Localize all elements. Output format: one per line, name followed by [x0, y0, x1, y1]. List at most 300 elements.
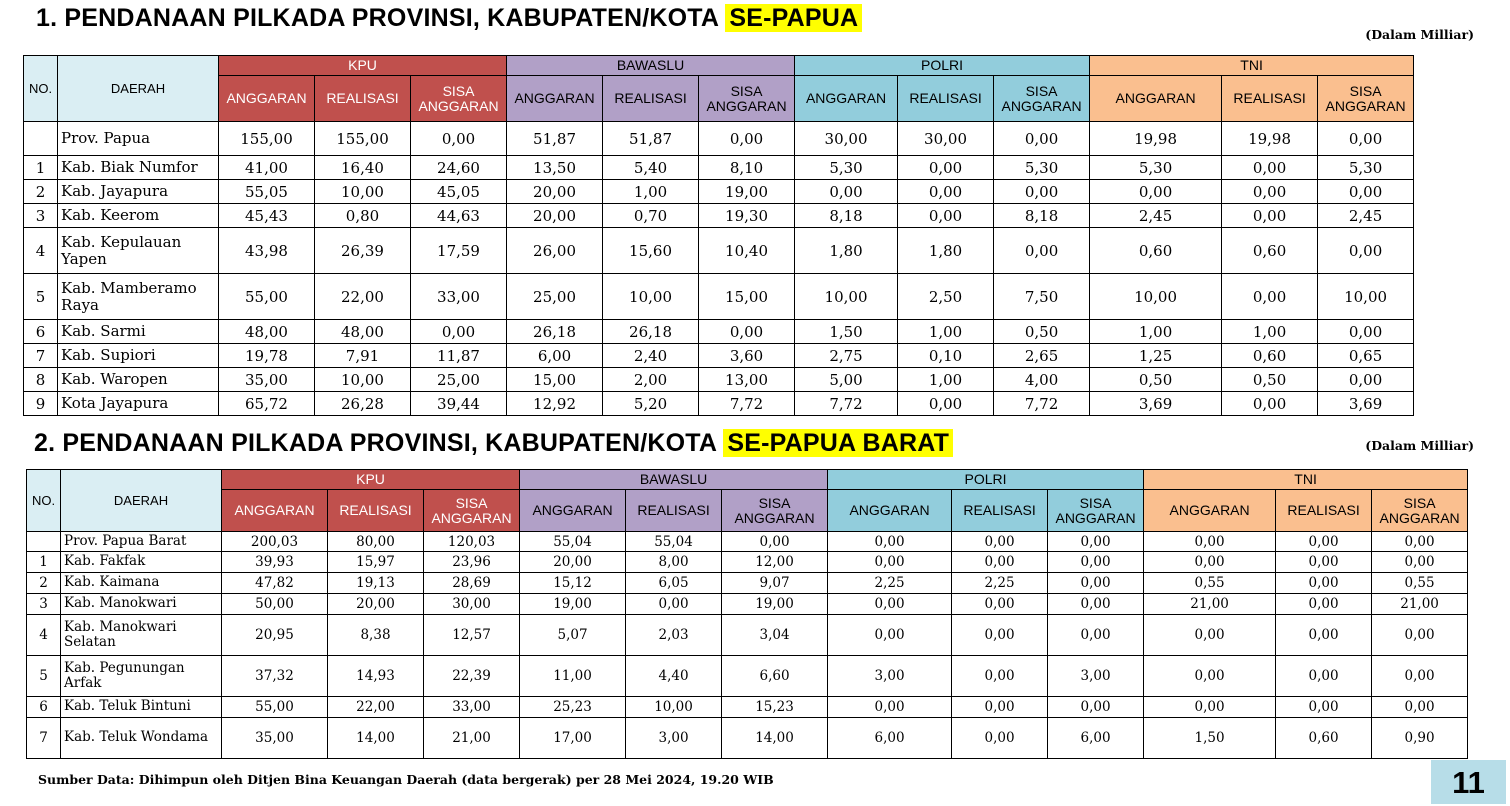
value-cell: 11,00 [520, 656, 626, 697]
value-cell: 19,00 [520, 594, 626, 615]
value-cell: 2,45 [1318, 204, 1414, 228]
value-cell: 2,25 [828, 573, 952, 594]
value-cell: 30,00 [795, 122, 898, 156]
value-cell: 0,00 [1090, 180, 1222, 204]
value-cell: 2,40 [603, 344, 699, 368]
region-name: Kab. Fakfak [61, 552, 222, 573]
row-number: 8 [24, 368, 58, 392]
value-cell: 0,00 [1048, 573, 1144, 594]
value-cell: 0,00 [952, 697, 1048, 718]
value-cell: 0,00 [994, 180, 1090, 204]
value-cell: 55,04 [626, 532, 722, 552]
value-cell: 0,00 [411, 122, 507, 156]
header-daerah: DAERAH [58, 56, 219, 122]
value-cell: 19,98 [1090, 122, 1222, 156]
value-cell: 6,00 [1048, 718, 1144, 759]
value-cell: 22,00 [315, 274, 411, 320]
value-cell: 21,00 [424, 718, 520, 759]
header-sub-polri-realisasi: REALISASI [898, 76, 994, 122]
region-name: Kab. Teluk Wondama [61, 718, 222, 759]
value-cell: 7,72 [994, 392, 1090, 416]
value-cell: 55,05 [219, 180, 315, 204]
row-number: 1 [27, 552, 61, 573]
value-cell: 0,65 [1318, 344, 1414, 368]
value-cell: 0,00 [898, 392, 994, 416]
value-cell: 0,00 [722, 532, 828, 552]
value-cell: 1,50 [1144, 718, 1276, 759]
value-cell: 2,03 [626, 615, 722, 656]
value-cell: 55,00 [219, 274, 315, 320]
header-sub-bawaslu-realisasi: REALISASI [626, 490, 722, 532]
value-cell: 0,00 [994, 122, 1090, 156]
value-cell: 20,95 [222, 615, 328, 656]
header-group-kpu: KPU [219, 56, 507, 76]
title-highlight: SE-PAPUA [725, 4, 862, 32]
header-sub-tni-anggaran: ANGGARAN [1144, 490, 1276, 532]
value-cell: 48,00 [315, 320, 411, 344]
section-title-papua-barat [34, 429, 953, 458]
value-cell: 10,00 [795, 274, 898, 320]
funding-table-papua-barat [26, 469, 1510, 759]
value-cell: 0,00 [1048, 532, 1144, 552]
value-cell: 0,00 [898, 156, 994, 180]
value-cell: 24,60 [411, 156, 507, 180]
header-sub-kpu-sisa-anggaran: SISA ANGGARAN [411, 76, 507, 122]
value-cell: 10,00 [315, 180, 411, 204]
value-cell: 0,55 [1144, 573, 1276, 594]
value-cell: 5,30 [1318, 156, 1414, 180]
table-row [27, 718, 1510, 759]
header-sub-polri-realisasi: REALISASI [952, 490, 1048, 532]
table-row [27, 656, 1510, 697]
value-cell: 8,10 [699, 156, 795, 180]
value-cell: 44,63 [411, 204, 507, 228]
value-cell: 0,00 [1048, 594, 1144, 615]
row-number: 4 [27, 615, 61, 656]
value-cell: 13,00 [699, 368, 795, 392]
value-cell: 10,40 [699, 228, 795, 274]
value-cell: 120,03 [424, 532, 520, 552]
region-name: Kab. Kepulauan Yapen [58, 228, 219, 274]
table-row [24, 368, 1510, 392]
value-cell: 35,00 [222, 718, 328, 759]
value-cell: 0,00 [828, 615, 952, 656]
value-cell: 35,00 [219, 368, 315, 392]
region-name: Kab. Manokwari [61, 594, 222, 615]
table-row [27, 552, 1510, 573]
value-cell: 1,00 [898, 368, 994, 392]
header-no: NO. [24, 56, 58, 122]
value-cell: 0,00 [1048, 615, 1144, 656]
section-title-papua [36, 4, 862, 33]
value-cell: 1,00 [603, 180, 699, 204]
header-sub-tni-realisasi: REALISASI [1222, 76, 1318, 122]
region-name: Kab. Manokwari Selatan [61, 615, 222, 656]
value-cell: 41,00 [219, 156, 315, 180]
value-cell: 0,00 [1372, 656, 1468, 697]
value-cell: 10,00 [1090, 274, 1222, 320]
value-cell: 5,30 [1090, 156, 1222, 180]
table-row [24, 156, 1510, 180]
value-cell: 0,00 [1318, 180, 1414, 204]
value-cell: 0,00 [898, 204, 994, 228]
value-cell: 8,38 [328, 615, 424, 656]
value-cell: 0,00 [952, 594, 1048, 615]
value-cell: 5,40 [603, 156, 699, 180]
header-sub-polri-sisa-anggaran: SISA ANGGARAN [994, 76, 1090, 122]
value-cell: 0,00 [1318, 122, 1414, 156]
value-cell: 47,82 [222, 573, 328, 594]
row-number: 5 [27, 656, 61, 697]
value-cell: 0,60 [1090, 228, 1222, 274]
header-sub-kpu-realisasi: REALISASI [315, 76, 411, 122]
value-cell: 51,87 [507, 122, 603, 156]
value-cell: 0,00 [1276, 532, 1372, 552]
value-cell: 0,00 [1144, 615, 1276, 656]
value-cell: 80,00 [328, 532, 424, 552]
region-name: Kab. Jayapura [58, 180, 219, 204]
region-name: Kab. Keerom [58, 204, 219, 228]
value-cell: 4,00 [994, 368, 1090, 392]
row-number: 6 [27, 697, 61, 718]
value-cell: 3,00 [828, 656, 952, 697]
value-cell: 30,00 [424, 594, 520, 615]
header-sub-bawaslu-sisa-anggaran: SISA ANGGARAN [699, 76, 795, 122]
value-cell: 0,00 [795, 180, 898, 204]
row-number: 3 [24, 204, 58, 228]
table-row [24, 122, 1510, 156]
value-cell: 3,00 [1048, 656, 1144, 697]
value-cell: 13,50 [507, 156, 603, 180]
value-cell: 33,00 [424, 697, 520, 718]
value-cell: 25,23 [520, 697, 626, 718]
header-daerah: DAERAH [61, 470, 222, 532]
value-cell: 0,55 [1372, 573, 1468, 594]
value-cell: 0,00 [1144, 656, 1276, 697]
value-cell: 19,00 [699, 180, 795, 204]
value-cell: 0,00 [1222, 180, 1318, 204]
value-cell: 2,65 [994, 344, 1090, 368]
value-cell: 39,44 [411, 392, 507, 416]
value-cell: 10,00 [626, 697, 722, 718]
value-cell: 0,00 [898, 180, 994, 204]
row-number: 7 [24, 344, 58, 368]
value-cell: 65,72 [219, 392, 315, 416]
value-cell: 0,00 [1222, 392, 1318, 416]
value-cell: 3,00 [626, 718, 722, 759]
value-cell: 22,00 [328, 697, 424, 718]
value-cell: 6,60 [722, 656, 828, 697]
value-cell: 39,93 [222, 552, 328, 573]
row-number: 4 [24, 228, 58, 274]
value-cell: 19,30 [699, 204, 795, 228]
value-cell: 0,00 [952, 656, 1048, 697]
table-row [27, 697, 1510, 718]
value-cell: 2,45 [1090, 204, 1222, 228]
value-cell: 26,00 [507, 228, 603, 274]
value-cell: 21,00 [1144, 594, 1276, 615]
value-cell: 3,69 [1318, 392, 1414, 416]
value-cell: 2,25 [952, 573, 1048, 594]
value-cell: 8,18 [994, 204, 1090, 228]
value-cell: 0,00 [699, 320, 795, 344]
table-row [24, 180, 1510, 204]
value-cell: 3,60 [699, 344, 795, 368]
value-cell: 0,00 [1276, 594, 1372, 615]
value-cell: 14,00 [328, 718, 424, 759]
value-cell: 16,40 [315, 156, 411, 180]
page-number: 11 [1431, 760, 1506, 804]
value-cell: 3,69 [1090, 392, 1222, 416]
header-sub-bawaslu-anggaran: ANGGARAN [520, 490, 626, 532]
value-cell: 30,00 [898, 122, 994, 156]
value-cell: 155,00 [315, 122, 411, 156]
value-cell: 26,39 [315, 228, 411, 274]
row-number: 2 [24, 180, 58, 204]
value-cell: 0,00 [1318, 368, 1414, 392]
header-group-polri: POLRI [795, 56, 1090, 76]
header-sub-kpu-anggaran: ANGGARAN [219, 76, 315, 122]
row-number: 2 [27, 573, 61, 594]
region-name: Kota Jayapura [58, 392, 219, 416]
value-cell: 1,00 [1222, 320, 1318, 344]
region-name: Kab. Teluk Bintuni [61, 697, 222, 718]
value-cell: 20,00 [507, 180, 603, 204]
header-sub-polri-sisa-anggaran: SISA ANGGARAN [1048, 490, 1144, 532]
header-sub-tni-realisasi: REALISASI [1276, 490, 1372, 532]
value-cell: 15,12 [520, 573, 626, 594]
title-highlight: SE-PAPUA BARAT [723, 429, 953, 457]
value-cell: 0,00 [1276, 552, 1372, 573]
header-sub-bawaslu-realisasi: REALISASI [603, 76, 699, 122]
value-cell: 5,30 [795, 156, 898, 180]
value-cell: 0,60 [1222, 228, 1318, 274]
value-cell: 0,00 [1048, 697, 1144, 718]
header-sub-polri-anggaran: ANGGARAN [795, 76, 898, 122]
table-row [24, 274, 1510, 320]
value-cell: 0,60 [1276, 718, 1372, 759]
value-cell: 14,00 [722, 718, 828, 759]
value-cell: 10,00 [603, 274, 699, 320]
value-cell: 19,13 [328, 573, 424, 594]
value-cell: 9,07 [722, 573, 828, 594]
value-cell: 0,00 [1372, 615, 1468, 656]
value-cell: 51,87 [603, 122, 699, 156]
value-cell: 2,75 [795, 344, 898, 368]
value-cell: 19,00 [722, 594, 828, 615]
region-name: Kab. Pegunungan Arfak [61, 656, 222, 697]
value-cell: 7,72 [795, 392, 898, 416]
value-cell: 0,00 [828, 697, 952, 718]
value-cell: 0,00 [952, 615, 1048, 656]
table-row [27, 573, 1510, 594]
table-row [27, 594, 1510, 615]
value-cell: 0,00 [828, 594, 952, 615]
header-sub-bawaslu-sisa-anggaran: SISA ANGGARAN [722, 490, 828, 532]
value-cell: 15,97 [328, 552, 424, 573]
value-cell: 11,87 [411, 344, 507, 368]
region-name: Prov. Papua [58, 122, 219, 156]
value-cell: 0,00 [1276, 656, 1372, 697]
value-cell: 55,04 [520, 532, 626, 552]
value-cell: 20,00 [328, 594, 424, 615]
value-cell: 23,96 [424, 552, 520, 573]
value-cell: 17,59 [411, 228, 507, 274]
row-number: 9 [24, 392, 58, 416]
title-text: 1. PENDANAAN PILKADA PROVINSI, KABUPATEN/KOTA [36, 4, 726, 32]
table-row [27, 615, 1510, 656]
value-cell: 8,18 [795, 204, 898, 228]
value-cell: 1,00 [1090, 320, 1222, 344]
value-cell: 0,10 [898, 344, 994, 368]
table-row [24, 204, 1510, 228]
value-cell: 6,00 [828, 718, 952, 759]
header-group-kpu: KPU [222, 470, 520, 490]
value-cell: 22,39 [424, 656, 520, 697]
row-number: 6 [24, 320, 58, 344]
value-cell: 5,30 [994, 156, 1090, 180]
header-sub-kpu-anggaran: ANGGARAN [222, 490, 328, 532]
value-cell: 8,00 [626, 552, 722, 573]
value-cell: 0,00 [952, 552, 1048, 573]
region-name: Kab. Supiori [58, 344, 219, 368]
value-cell: 5,20 [603, 392, 699, 416]
value-cell: 0,50 [1090, 368, 1222, 392]
value-cell: 0,50 [994, 320, 1090, 344]
row-number [24, 122, 58, 156]
value-cell: 6,00 [507, 344, 603, 368]
value-cell: 0,00 [1144, 532, 1276, 552]
value-cell: 0,00 [1144, 552, 1276, 573]
value-cell: 200,03 [222, 532, 328, 552]
value-cell: 0,00 [828, 552, 952, 573]
value-cell: 19,98 [1222, 122, 1318, 156]
value-cell: 20,00 [520, 552, 626, 573]
region-name: Kab. Biak Numfor [58, 156, 219, 180]
value-cell: 37,32 [222, 656, 328, 697]
value-cell: 0,00 [1222, 156, 1318, 180]
header-group-polri: POLRI [828, 470, 1144, 490]
value-cell: 17,00 [520, 718, 626, 759]
value-cell: 10,00 [1318, 274, 1414, 320]
value-cell: 0,00 [994, 228, 1090, 274]
value-cell: 0,00 [1276, 697, 1372, 718]
value-cell: 0,50 [1222, 368, 1318, 392]
region-name: Kab. Sarmi [58, 320, 219, 344]
value-cell: 25,00 [507, 274, 603, 320]
value-cell: 15,23 [722, 697, 828, 718]
value-cell: 43,98 [219, 228, 315, 274]
row-number [27, 532, 61, 552]
value-cell: 20,00 [507, 204, 603, 228]
header-no: NO. [27, 470, 61, 532]
value-cell: 0,80 [315, 204, 411, 228]
region-name: Prov. Papua Barat [61, 532, 222, 552]
value-cell: 55,00 [222, 697, 328, 718]
value-cell: 0,00 [952, 532, 1048, 552]
value-cell: 6,05 [626, 573, 722, 594]
region-name: Kab. Waropen [58, 368, 219, 392]
funding-table-papua [23, 55, 1510, 416]
header-sub-tni-sisa-anggaran: SISA ANGGARAN [1372, 490, 1468, 532]
source-note: Sumber Data: Dihimpun oleh Ditjen Bina Keuangan Daerah (data bergerak) per 28 Mei 2024, 19.20 WIB [38, 772, 774, 787]
value-cell: 2,00 [603, 368, 699, 392]
header-group-tni: TNI [1090, 56, 1414, 76]
value-cell: 0,60 [1222, 344, 1318, 368]
value-cell: 0,00 [1372, 697, 1468, 718]
value-cell: 0,00 [1048, 552, 1144, 573]
value-cell: 1,25 [1090, 344, 1222, 368]
row-number: 1 [24, 156, 58, 180]
value-cell: 7,72 [699, 392, 795, 416]
value-cell: 3,04 [722, 615, 828, 656]
value-cell: 0,00 [1318, 228, 1414, 274]
value-cell: 21,00 [1372, 594, 1468, 615]
value-cell: 0,70 [603, 204, 699, 228]
header-sub-tni-anggaran: ANGGARAN [1090, 76, 1222, 122]
value-cell: 0,90 [1372, 718, 1468, 759]
value-cell: 12,57 [424, 615, 520, 656]
value-cell: 26,28 [315, 392, 411, 416]
value-cell: 50,00 [222, 594, 328, 615]
table-row [27, 532, 1510, 552]
value-cell: 7,91 [315, 344, 411, 368]
table-row [24, 320, 1510, 344]
value-cell: 5,00 [795, 368, 898, 392]
value-cell: 0,00 [1222, 204, 1318, 228]
value-cell: 1,00 [898, 320, 994, 344]
value-cell: 7,50 [994, 274, 1090, 320]
row-number: 7 [27, 718, 61, 759]
value-cell: 45,05 [411, 180, 507, 204]
value-cell: 1,80 [898, 228, 994, 274]
value-cell: 5,07 [520, 615, 626, 656]
value-cell: 19,78 [219, 344, 315, 368]
value-cell: 155,00 [219, 122, 315, 156]
value-cell: 48,00 [219, 320, 315, 344]
value-cell: 0,00 [952, 718, 1048, 759]
value-cell: 4,40 [626, 656, 722, 697]
value-cell: 26,18 [603, 320, 699, 344]
value-cell: 15,60 [603, 228, 699, 274]
value-cell: 25,00 [411, 368, 507, 392]
table-row [24, 344, 1510, 368]
row-number: 5 [24, 274, 58, 320]
header-group-bawaslu: BAWASLU [520, 470, 828, 490]
value-cell: 28,69 [424, 573, 520, 594]
value-cell: 1,80 [795, 228, 898, 274]
header-sub-kpu-sisa-anggaran: SISA ANGGARAN [424, 490, 520, 532]
value-cell: 45,43 [219, 204, 315, 228]
value-cell: 0,00 [1276, 615, 1372, 656]
row-number: 3 [27, 594, 61, 615]
header-group-bawaslu: BAWASLU [507, 56, 795, 76]
value-cell: 0,00 [411, 320, 507, 344]
region-name: Kab. Kaimana [61, 573, 222, 594]
value-cell: 0,00 [1318, 320, 1414, 344]
value-cell: 10,00 [315, 368, 411, 392]
value-cell: 0,00 [699, 122, 795, 156]
value-cell: 33,00 [411, 274, 507, 320]
value-cell: 0,00 [1222, 274, 1318, 320]
value-cell: 1,50 [795, 320, 898, 344]
header-sub-polri-anggaran: ANGGARAN [828, 490, 952, 532]
unit-label: (Dalam Milliar) [1365, 438, 1474, 453]
value-cell: 2,50 [898, 274, 994, 320]
value-cell: 0,00 [1144, 697, 1276, 718]
header-sub-kpu-realisasi: REALISASI [328, 490, 424, 532]
value-cell: 12,00 [722, 552, 828, 573]
